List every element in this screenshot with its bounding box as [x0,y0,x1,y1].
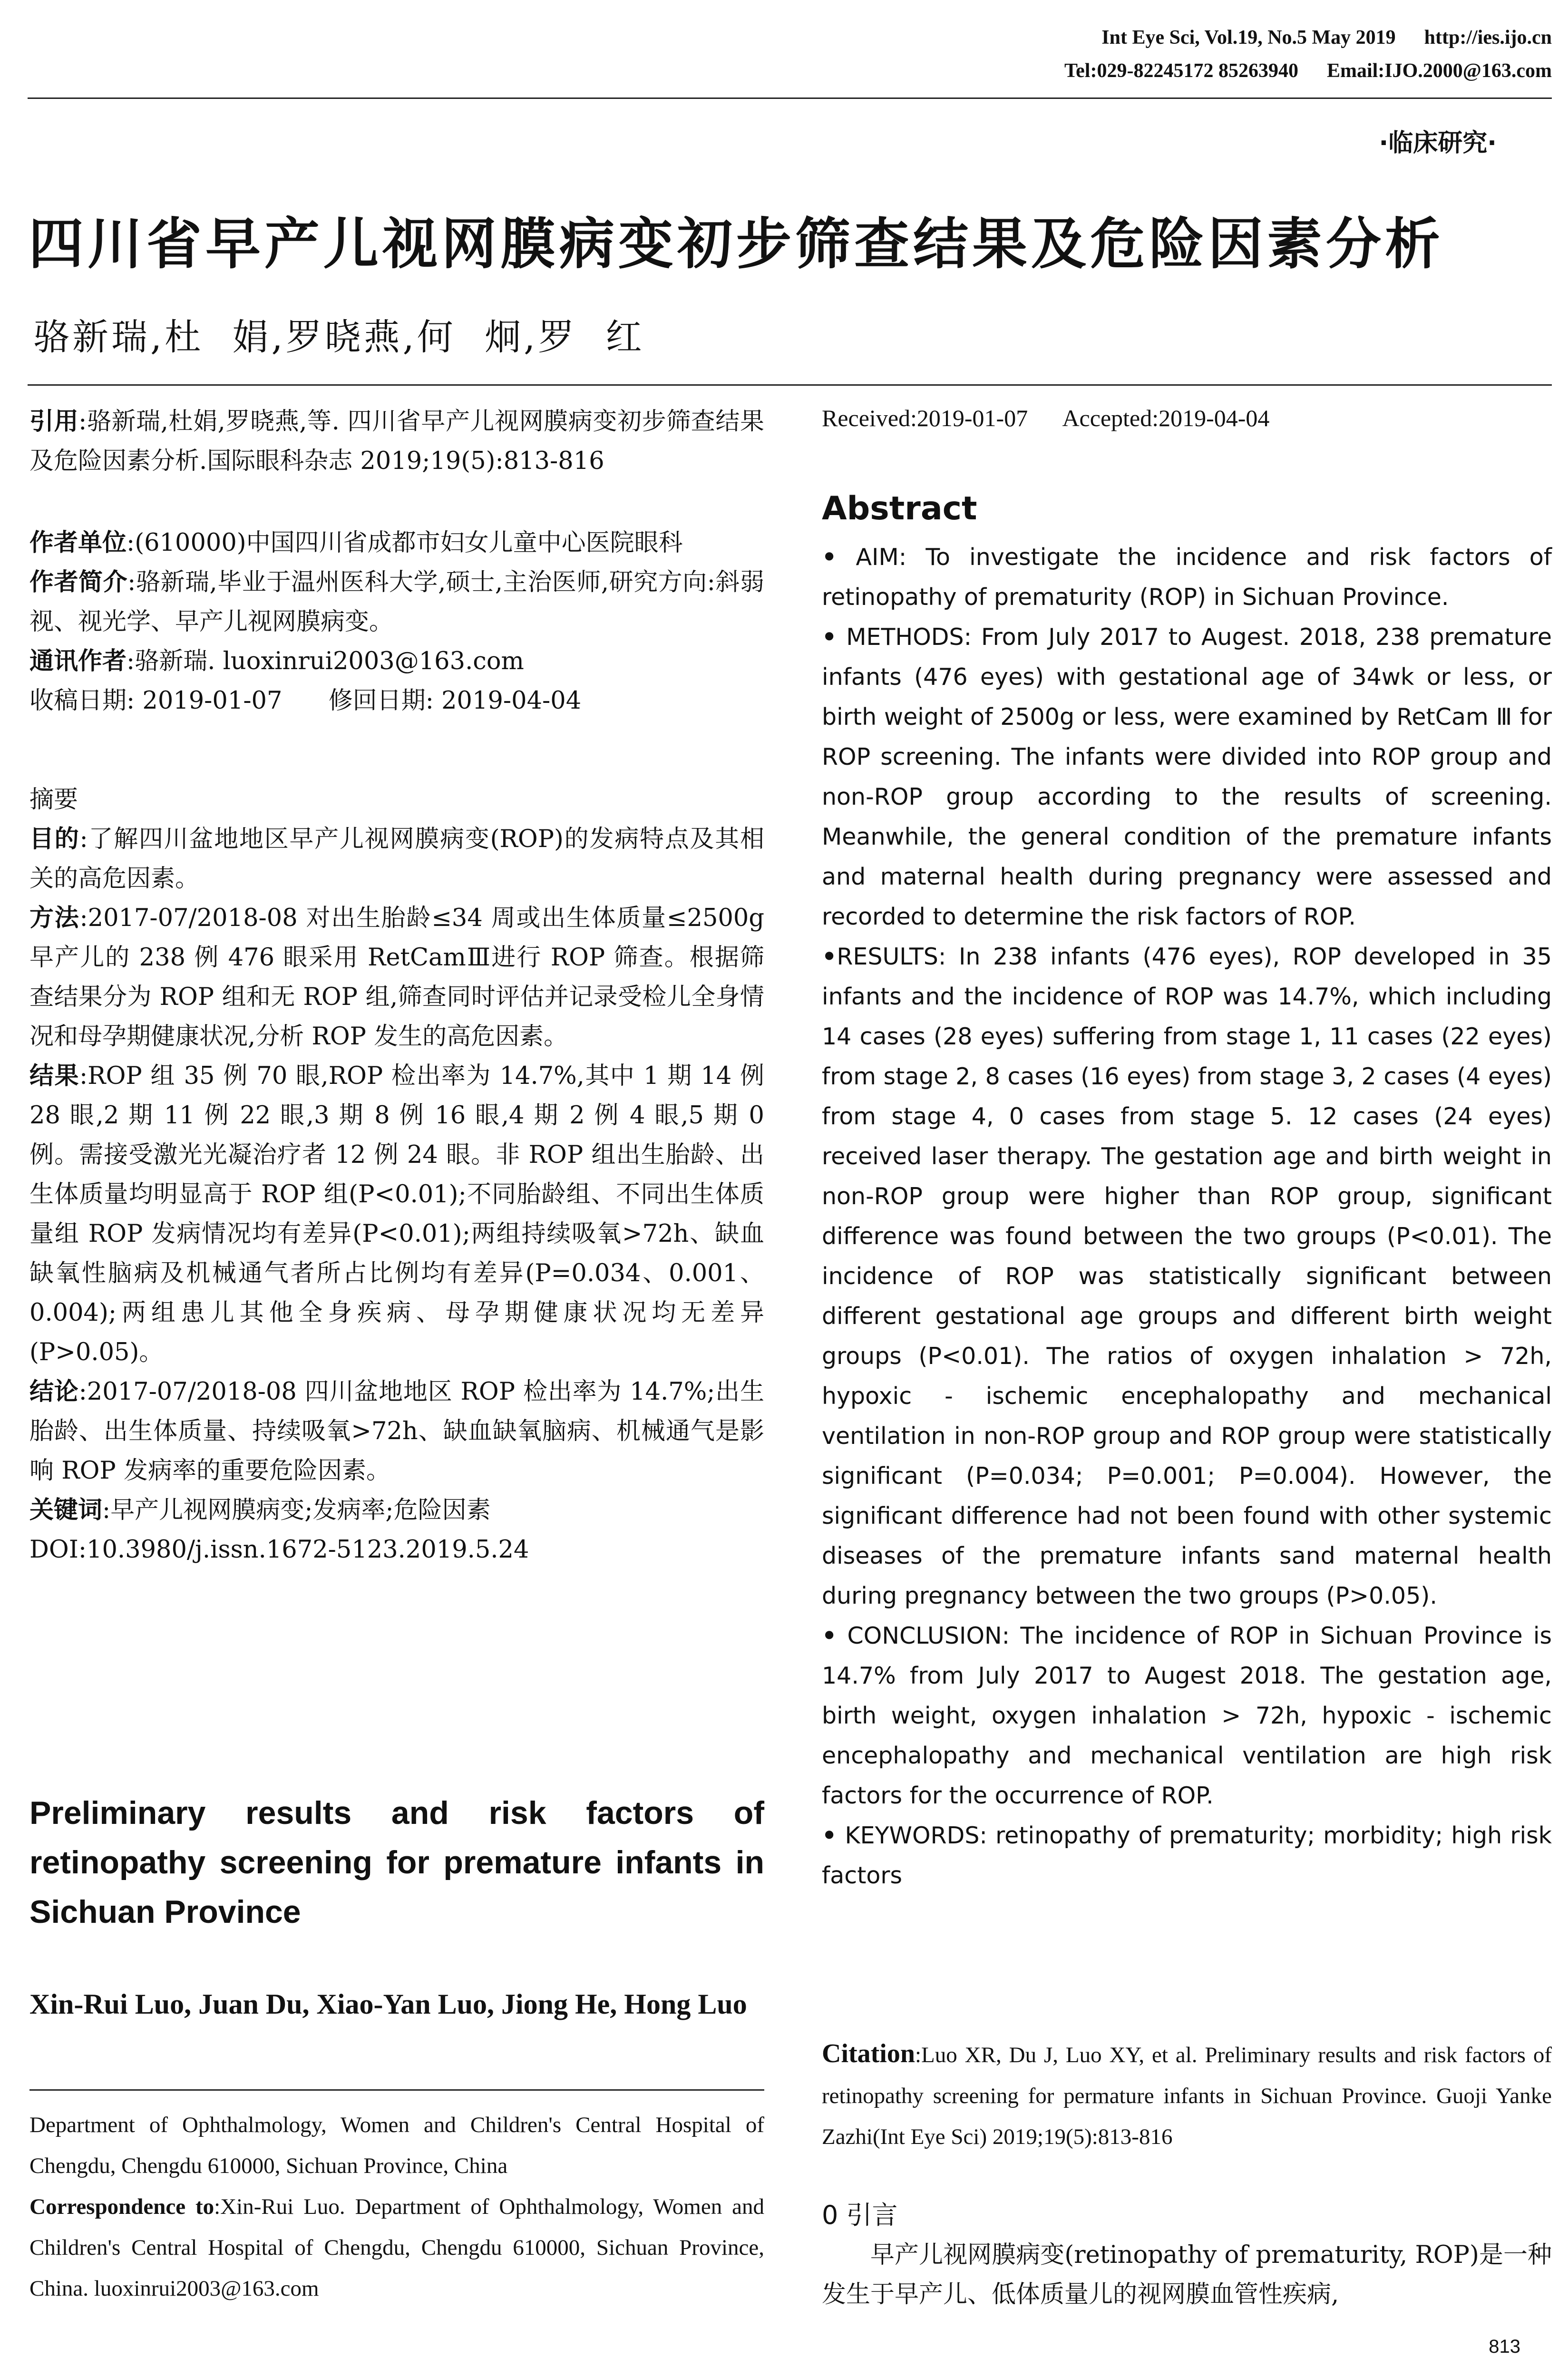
intro-paragraph: 早产儿视网膜病变(retinopathy of prematurity, ROP)是一种发生于早产儿、低体质量儿的视网膜血管性疾病, [822,2241,1552,2309]
correspondence-label: Correspondence to [29,2194,214,2219]
journal-header-line1 [1073,23,1552,52]
corr-text: :骆新瑞. luoxinrui2003@163.com [127,647,524,675]
bullet-icon: • [822,544,837,571]
correspondence-en [29,2186,764,2309]
results-text: :ROP 组 35 例 70 眼,ROP 检出率为 14.7%,其中 1 期 14 例 28 眼,2 期 11 例 22 眼,3 期 8 例 16 眼,4 期 2 例 4 眼,5 期 0 例。需接受激光光凝治疗者 12 例 24 眼。非 ROP 组出生胎龄、出生体质量均明显高于 ROP 组(P<0.01);不同胎龄组、不同出生体质量组 ROP 发病情况均有差异(P<0.01);两组持续吸氧>72h、缺血缺氧性脑病及机械通气者所占比例均有差异(P=0.034、0.001、0.004);两组患儿其他全身疾病、母孕期健康状况均无差异(P>0.05)。 [29,1062,764,1366]
correspondence-text: :Xin-Rui Luo. Department of Ophthalmology, Women and Children's Central Hospital of Chengdu, Chengdu 610000, Sichuan Province, China. luoxinrui2003@163.com [29,2194,764,2301]
journal-url: http://ies.ijo.cn [1424,27,1552,49]
article-title-en: Preliminary results and risk factors of retinopathy screening for premature infants in Sichuan Province [29,1795,764,1930]
citation-en [822,2033,1552,2157]
cite-text: :骆新瑞,杜娟,罗晓燕,等. 四川省早产儿视网膜病变初步筛查结果及危险因素分析.国际眼科杂志 2019;19(5):813-816 [29,408,764,475]
authors-en: Xin-Rui Luo, Juan Du, Xiao-Yan Luo, Jiong He, Hong Luo [29,1988,747,2020]
conclusion-label: 结论 [29,1378,79,1406]
methods-text: :2017-07/2018-08 对出生胎龄≤34 周或出生体质量≤2500g 早产儿的 238 例 476 眼采用 RetCamⅢ进行 ROP 筛查。根据筛查结果分为 ROP 组和无 ROP 组,筛查同时评估并记录受检儿全身情况和母孕期健康状况,分析 ROP 发生的高危因素。 [29,904,764,1051]
abstract-en-results [822,937,1552,1616]
dates-cn: 收稿日期: 2019-01-07 修回日期: 2019-04-04 [29,687,582,715]
department-text: Department of Ophthalmology, Women and Children's Central Hospital of Chengdu, Chengdu 610000, Sichuan Province, China [29,2113,764,2178]
journal-email: Email:IJO.2000@163.com [1326,60,1552,82]
doi: DOI:10.3980/j.issn.1672-5123.2019.5.24 [29,1536,529,1564]
corr-label: 通讯作者 [29,647,127,675]
title-rule [28,384,1552,386]
department-en [29,2104,764,2309]
abstract-results [29,1056,764,1372]
abstract-conclusion [29,1372,764,1490]
keywords-en-text: KEYWORDS: retinopathy of prematurity; morbidity; high risk factors [822,1822,1552,1889]
author-bio [29,563,764,642]
article-title-cn: 四川省早产儿视网膜病变初步筛查结果及危险因素分析 [29,212,1444,276]
bullet-icon: • [822,623,837,651]
keywords-cn [29,1490,764,1530]
keywords-label: 关键词 [29,1496,103,1524]
cite-label: 引用 [29,408,79,436]
aim-text: :了解四川盆地地区早产儿视网膜病变(ROP)的发病特点及其相关的高危因素。 [29,825,764,893]
abstract-aim [29,819,764,898]
author-info [29,523,764,721]
keywords-text: :早产儿视网膜病变;发病率;危险因素 [102,1496,491,1524]
abstract-cn-heading: 摘要 [29,786,78,814]
affiliation [29,523,764,563]
abstract-en-keywords [822,1816,1552,1896]
bio-text: :骆新瑞,毕业于温州医科大学,硕士,主治医师,研究方向:斜弱视、视光学、早产儿视网膜病变。 [29,568,764,636]
corresponding-author [29,642,764,681]
journal-header-line2 [1036,56,1552,86]
affiliation-text: :(610000)中国四川省成都市妇女儿童中心医院眼科 [127,529,683,557]
affiliation-label: 作者单位 [29,529,127,557]
citation-label: Citation [822,2039,915,2068]
aim-label: 目的 [29,825,80,853]
results-label: 结果 [29,1062,79,1090]
bullet-icon: • [822,943,837,970]
methods-en-text: METHODS: From July 2017 to Augest. 2018, 238 premature infants (476 eyes) with gestational age of 34wk or less, or birth weight of 2500g or less, were examined by RetCam Ⅲ for ROP screening. The infants were divided into ROP group and non-ROP group according to the results of screening. Meanwhile, the general condition of the premature infants and maternal health during pregnancy were assessed and recorded to determine the risk factors of ROP. [822,623,1552,930]
results-en-text: RESULTS: In 238 infants (476 eyes), ROP developed in 35 infants and the incidence of ROP was 14.7%, which including 14 cases (28 eyes) suffering from stage 1, 11 cases (22 eyes) from stage 2, 8 cases (16 eyes) from stage 3, 2 cases (4 eyes) from stage 4, 0 cases from stage 5. 12 cases (24 eyes) received laser therapy. The gestation age and birth weight in non-ROP group were higher than ROP group, significant difference was found between the two groups (P<0.01). The incidence of ROP was statistically significant between different gestational age groups and different birth weight groups (P<0.01). The ratios of oxygen inhalation > 72h, hypoxic - ischemic encephalopathy and mechanical ventilation in non-ROP group and ROP group were statistically significant (P=0.034; P=0.001; P=0.004). However, the significant difference had not been found with other systemic diseases of the premature infants sand maternal health during pregnancy between the two groups (P>0.05). [822,943,1552,1609]
bio-label: 作者简介 [29,568,128,596]
aim-en-text: AIM: To investigate the incidence and risk factors of retinopathy of prematurity (ROP) in Sichuan Province. [822,544,1552,611]
intro-heading: 0 引言 [822,2200,898,2230]
conclusion-text: :2017-07/2018-08 四川盆地地区 ROP 检出率为 14.7%;出生胎龄、出生体质量、持续吸氧>72h、缺血缺氧脑病、机械通气是影响 ROP 发病率的重要危险因素。 [29,1378,764,1485]
abstract-en-heading: Abstract [822,490,977,527]
page-number: 813 [1489,2336,1520,2357]
abstract-en-methods [822,617,1552,937]
bullet-icon: • [822,1822,837,1849]
header-rule [28,97,1552,99]
abstract-methods [29,898,764,1056]
abstract-en-conclusion [822,1616,1552,1816]
bullet-icon: • [822,1622,837,1649]
abstract-en-aim [822,537,1552,617]
authors-rule [29,2089,764,2091]
abstract-cn [29,780,764,1569]
section-tag: ·临床研究· [1379,129,1497,157]
citation-text: :Luo XR, Du J, Luo XY, et al. Preliminary results and risk factors of retinopathy screening for permature infants in Sichuan Province. Guoji Yanke Zazhi(Int Eye Sci) 2019;19(5):813-816 [822,2043,1552,2149]
journal-citation: Int Eye Sci, Vol.19, No.5 May 2019 [1101,27,1396,49]
journal-tel: Tel:029-82245172 85263940 [1064,60,1298,82]
received-dates: Received:2019-01-07 Accepted:2019-04-04 [822,405,1270,431]
abstract-en [822,537,1552,1896]
methods-label: 方法 [29,904,80,932]
citation-cn [29,402,764,481]
conclusion-en-text: CONCLUSION: The incidence of ROP in Sichuan Province is 14.7% from July 2017 to Augest 2018. The gestation age, birth weight, oxygen inhalation > 72h, hypoxic - ischemic encephalopathy and mechanical ventilation are high risk factors for the occurrence of ROP. [822,1622,1552,1809]
authors-cn: 骆新瑞,杜 娟,罗晓燕,何 炯,罗 红 [33,316,645,358]
